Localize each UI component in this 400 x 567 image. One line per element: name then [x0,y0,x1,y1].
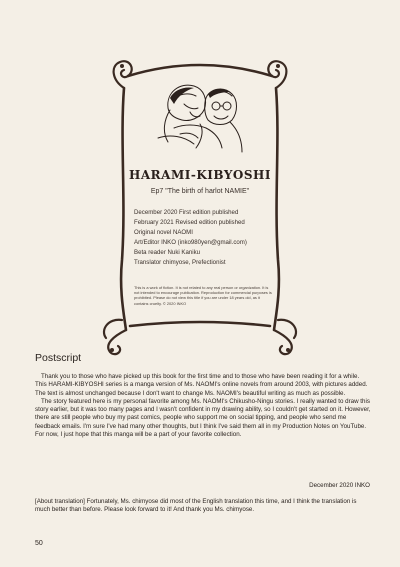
episode-title: Ep7 "The birth of harlot NAMIE" [150,188,250,195]
credit-art-editor: Art/Editor INKO (inko980yen@gmail.com) [134,239,247,246]
credit-first-edition: December 2020 First edition published [134,209,239,216]
credit-revised-edition: February 2021 Revised edition published [134,219,245,226]
postscript-body [35,373,371,439]
page-number: 50 [35,540,43,547]
cover-illustration [150,78,250,156]
credit-original-novel: Original novel NAOMI [134,229,193,236]
credits-list [134,208,274,268]
disclaimer-text: This is a work of fiction. It is not related to any real person or organization. It is not intended to encourage publication. Reproduction for commercial purposes is prohibited. Please do not view this title if you are under 18 years old, as it contains cruelty. © 2020 INKO [134,285,272,306]
book-title: HARAMI-KIBYOSHI [129,168,271,182]
postscript-heading: Postscript [35,352,82,364]
credit-translator: Translator chimyose, Prefectionist [134,259,226,266]
postscript-paragraph: Thank you to those who have picked up this book for the first time and to those who have been reading it for a while. This HARAMI-KIBYOSHI series is a manga version of Ms. NAOMI's online novels from around 2003, with pictures added. The text is almost unchanged because I don't want to change Ms. NAOMI's beautiful writing as much as possible. [35,373,368,397]
translation-note: [About translation] Fortunately, Ms. chimyose did most of the English translation this time, and I think the translation is much better than before. Please look forward to it! And thank you Ms. chimyose. [35,498,357,514]
postscript-signature: December 2020 INKO [309,482,370,489]
postscript-paragraph: The story featured here is my personal favorite among Ms. NAOMI's Chikusho-Ningu stories. I really wanted to draw this story earlier, but it was too many pages and I wasn't confident in my drawing ability, so I couldn't get started on it. However, there are still people who buy my past comics, people who support me on social tipping, and people who send me feedback emails. I'm sure I've had many other thoughts, but I think I've said them all in my Production Notes on YouTube. For now, I just hope that this manga will be a part of your favorite collection. [35,397,371,439]
credit-beta-reader: Beta reader Nuki Kaniku [134,249,201,256]
